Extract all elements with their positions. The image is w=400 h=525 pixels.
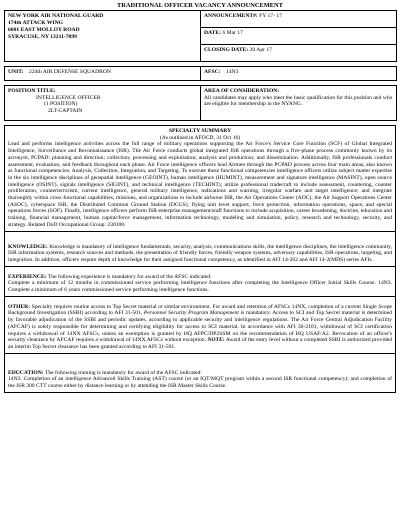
other-section [4,302,396,354]
vacancy-announcement-document [4,2,396,393]
unit-value: 224th AIR DEFENSE SQUADRON [29,69,111,75]
announcement-number-cell [201,11,397,28]
other-note-label: NOTE: [207,337,225,344]
summary-subheading: (As outlined in AFOCD, 31 Oct 16) [159,134,241,141]
experience-label: EXPERIENCE: [8,273,47,280]
position-title-value: INTELLIGENCE OFFICER [36,94,101,101]
announcement-number-value: FY 17- 17 [259,13,282,19]
other-label: OTHER: [8,303,31,310]
announcement-date-cell [201,28,397,45]
area-of-consideration-cell [201,86,397,121]
afsc-cell [201,67,397,81]
position-grade: 2LT-CAPTAIN [48,107,83,114]
knowledge-label: KNOWLEDGE: [8,243,48,250]
other-text-2: is mandatory. Access to SCI and Top Secret material is determined by favorable adjudication of the SSBI and periodic updates, according to applicable security and intelligence regulations. The Air Force Central Adjudication Facility (AFCAF) is solely responsible for determining and certifying eligibility for access to SCI material. In accordance with AFI 36-2101, withdrawal of SCI certification requires a withdrawal of 14NX AFSCs, unless an exemption is granted by HQ AFPC/DP2SSM on the recommendation of HQ USAF/A2. Revocation of an officer's security clearance by AFCAF requires a withdrawal of 14NX AFSCs without exception. [8,310,392,344]
closing-date-value: 20 Apr 17 [249,47,272,53]
summary-text: Lead and performs intelligence activities across the full range of military operations supporting the Air Force's Service Core Function (SCF) of Global Integrated Intelligence, Surveillance and Reconnaissance (ISR). The Air Force conducts global integrated ISR operations through a five-phase process commonly known by its acronym, PCPAD: planning and direction; collection; processing and exploitation; analysis and production; and dissemination. Additionally, ISR professionals conduct assessment, evaluation, and feedback throughout each phase. Air Force intelligence officers lead Airmen through the PCPAD process across four main areas, also known as functional competencies: Analysis, Collection, Integration, and Targeting. To execute these functional competencies intelligence officers utilize subject matter expertise in the six intelligence disciplines of geospatial intelligence (GEOINT), human intelligence (HUMINT), measurement and signature intelligence (MASINT), open source intelligence (OSINT), signals intelligence (SIGINT), and technical intelligence (TECHINT); utilize professional tradecraft to include assessment, countering, counter proliferation, counterterrorism, current intelligence, general military intelligence, indications and warning, irregular warfare and target intelligence; and integrate thoroughly within cross functional capabilities, missions, and organizations to include airborne ISR, the Air Operations Center (AOC), the Air Support Operations Center (ASOC), cyberspace ISR, the Distributed Common Ground Station (DCGS), flying unit level support, force protection, information operations, space, and special operations forces (SOF). Finally, intelligence officers perform ISR enterprise management/staff functions to include acquisition, career broadening, doctrine, education and training, financial management, human capital/force management, information technology, modeling and simulation, policy, research and technology, security, and strategy. Related DoD Occupational Group: 230100. [8,141,392,228]
unit-table [4,66,397,81]
position-table [4,85,397,121]
unit-label: UNIT: [8,69,24,75]
header-table [4,10,397,62]
announcement-number-label: ANNOUNCEMENT#: [204,13,258,19]
closing-date-label: CLOSING DATE: [204,47,249,53]
experience-section [4,272,396,297]
experience-intro: The following experience is mandatory for award of the AFSC indicated: [47,273,212,280]
knowledge-text: Knowledge is mandatory of intelligence fundamentals, security, analysis, communications skills, the intelligence disciplines, the intelligence community, ISR information systems, research sources and methods, the presentation of friendly forces, friendly weapon systems, adversary capabilities, ISR operations, targeting, and integration. In addition, officers require depth of knowledge for their assigned functional competency, as identified in AFI 14-202 and AFI 14-2(MDS) series AFIs. [8,243,392,263]
specialty-summary-section [4,125,396,232]
org-street: 6001 EAST MOLLOY ROAD [8,27,80,33]
organization-block [5,11,201,62]
position-title-cell [5,86,201,121]
unit-cell [5,67,201,81]
experience-text: Complete a minimum of 12 months in commissioned service performing intelligence functions after completing the Intelligence Officer Initial Skills Course. 14N3. Complete a minimum of 6 years commissioned service performing intelligence functions. [8,280,392,294]
summary-heading: SPECIALTY SUMMARY [168,128,232,134]
page-title: TRADITIONAL OFFICER VACANCY ANNOUNCEMENT [117,2,283,9]
org-wing: 174th ATTACK WING [8,20,64,26]
afsc-label: AFSC: [204,69,221,75]
afsc-value: 14N3 [226,69,239,75]
area-label: AREA OF CONSIDERATION: [204,88,280,94]
announcement-date-label: DATE: [204,30,221,36]
other-text-1: Specialty requires routine access to Top Secret material or similar environment. For award and retention of AFSCs 14NX, completion of a current Single Scope Background Investigation (SSBI) according to AFI 31-501, [8,303,392,317]
education-section [4,368,396,393]
knowledge-section [4,242,396,267]
education-label: EDUCATION: [8,369,44,376]
education-intro: The following training is mandatory for award of the AFSC indicated: [44,369,202,376]
area-text: All candidates may apply who meet the basic qualification for this position and who are eligible for membership in the NYANG. [204,94,393,108]
education-text: 14N3. Completion of an intelligence Advanced Skills Training (AST) course (or an IQT/MQT program within a second ISR functional competency); and completion of the ISR 300 CTT course either by distance learning or by attending the ISR Master Skills Course. [8,376,392,390]
position-count: (1 POSITION) [44,101,78,108]
closing-date-cell [201,45,397,62]
other-note-text: Award of the entry level without a completed SSBI is authorized provided an interim Top Secret clearance has been granted according to AFI 31-501. [8,337,393,350]
other-italic-title: Personnel Security Program Management [143,310,239,317]
announcement-date-value: 6 Mar 17 [222,30,243,36]
org-city: SYRACUSE, NY 13211-7099 [8,34,77,40]
org-name: NEW YORK AIR NATIONAL GUARD [8,13,104,19]
position-title-label: POSITION TITLE: [8,88,56,94]
